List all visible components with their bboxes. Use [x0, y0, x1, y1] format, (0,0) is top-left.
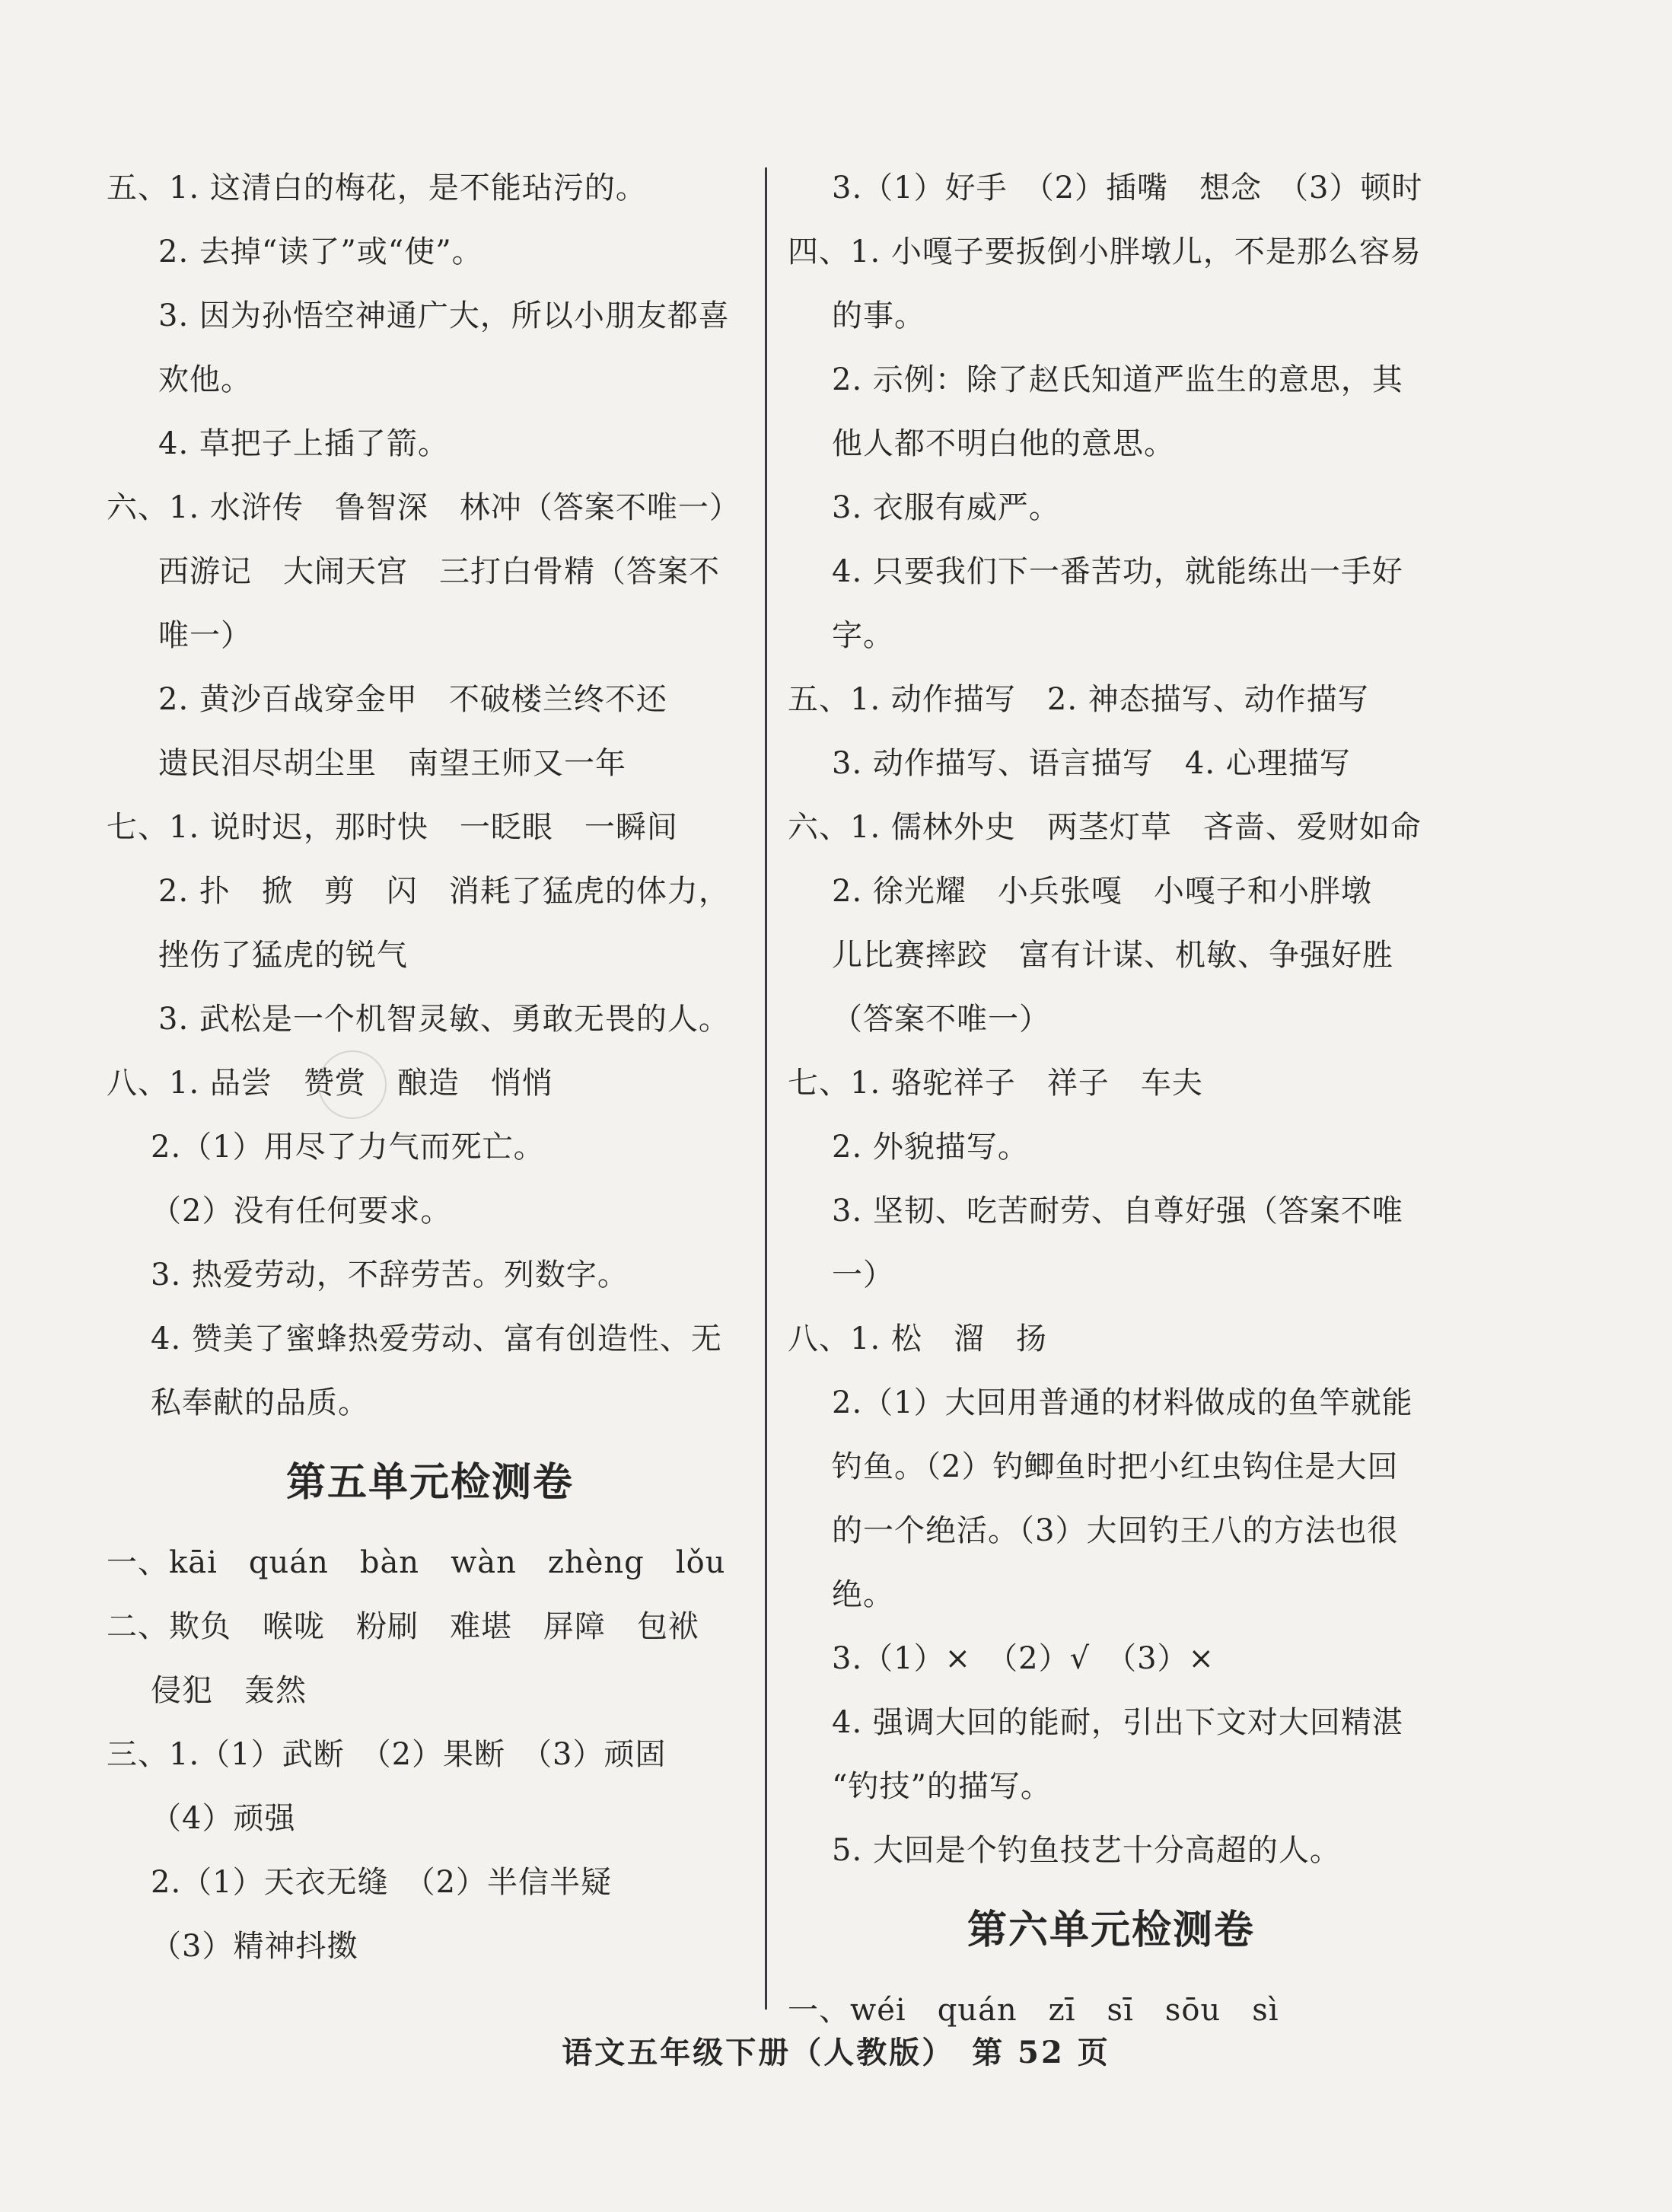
- answer-line: 2. 徐光耀 小兵张嘎 小嘎子和小胖墩: [832, 874, 1372, 909]
- answer-line: 他人都不明白他的意思。: [832, 426, 1175, 461]
- answer-line: 5. 大回是个钓鱼技艺十分高超的人。: [832, 1833, 1341, 1868]
- answer-line: 3. 衣服有威严。: [832, 490, 1060, 525]
- answer-line: 绝。: [832, 1577, 894, 1612]
- answer-line: 西游记 大闹天宫 三打白骨精（答案不: [158, 554, 720, 589]
- answer-line: 2.（1）用尽了力气而死亡。: [151, 1130, 545, 1165]
- answer-line: 3. 武松是一个机智灵敏、勇敢无畏的人。: [158, 1002, 730, 1037]
- answer-line: （2）没有任何要求。: [151, 1194, 452, 1229]
- answer-line: 挫伤了猛虎的锐气: [158, 938, 408, 973]
- answer-line: 字。: [832, 618, 894, 653]
- answer-line: 钓鱼。（2）钓鲫鱼时把小红虫钩住是大回: [832, 1449, 1399, 1484]
- answer-line: 私奉献的品质。: [151, 1385, 369, 1420]
- left-column: [107, 156, 753, 1978]
- answer-line: 唯一）: [158, 618, 252, 653]
- answer-line: 2.（1）大回用普通的材料做成的鱼竿就能: [832, 1385, 1413, 1420]
- right-column: [788, 156, 1435, 2042]
- answer-line: 4. 强调大回的能耐，引出下文对大回精湛: [832, 1705, 1403, 1740]
- answer-line: 遗民泪尽胡尘里 南望王师又一年: [158, 746, 626, 781]
- answer-line: 八、1. 松 溜 扬: [788, 1321, 1047, 1356]
- answer-line: 一、kāi quán bàn wàn zhèng lǒu: [107, 1545, 726, 1580]
- answer-line: 一、wéi quán zī sī sōu sì: [788, 1993, 1279, 2028]
- answer-line: 2. 外貌描写。: [832, 1130, 1029, 1165]
- section-heading: 第五单元检测卷: [285, 1460, 574, 1506]
- answer-line: 3.（1）× （2）√ （3）×: [832, 1641, 1215, 1676]
- answer-line: 侵犯 轰然: [151, 1673, 307, 1708]
- answer-line: 2. 去掉“读了”或“使”。: [158, 234, 483, 269]
- answer-line: 的一个绝活。（3）大回钓王八的方法也很: [832, 1513, 1399, 1548]
- answer-line: 3. 坚韧、吃苦耐劳、自尊好强（答案不唯: [832, 1194, 1403, 1229]
- page-footer: 语文五年级下册（人教版） 第 52 页: [562, 2035, 1110, 2070]
- answer-line: 三、1.（1）武断 （2）果断 （3）顽固: [107, 1737, 667, 1772]
- answer-line: 儿比赛摔跤 富有计谋、机敏、争强好胜: [832, 938, 1393, 973]
- answer-line: “钓技”的描写。: [832, 1769, 1052, 1804]
- answer-line: 2. 示例：除了赵氏知道严监生的意思，其: [832, 362, 1403, 397]
- answer-line: 五、1. 这清白的梅花，是不能玷污的。: [107, 171, 647, 206]
- answer-line: 3. 热爱劳动，不辞劳苦。列数字。: [151, 1257, 629, 1292]
- answer-line: 4. 只要我们下一番苦功，就能练出一手好: [832, 554, 1403, 589]
- answer-line: 3. 因为孙悟空神通广大，所以小朋友都喜: [158, 298, 730, 333]
- answer-line: 六、1. 水浒传 鲁智深 林冲（答案不唯一）: [107, 490, 740, 525]
- answer-line: 3.（1）好手 （2）插嘴 想念 （3）顿时: [832, 171, 1423, 206]
- answer-line: 4. 草把子上插了箭。: [158, 426, 449, 461]
- answer-line: 八、1. 品尝 赞赏 酿造 悄悄: [107, 1066, 553, 1101]
- answer-line: 2.（1）天衣无缝 （2）半信半疑: [151, 1865, 613, 1900]
- answer-line: 一）: [832, 1257, 894, 1292]
- answer-line: （4）顽强: [151, 1801, 296, 1836]
- answer-line: 2. 黄沙百战穿金甲 不破楼兰终不还: [158, 682, 667, 717]
- answer-line: 七、1. 说时迟，那时快 一眨眼 一瞬间: [107, 810, 678, 845]
- answer-line: 3. 动作描写、语言描写 4. 心理描写: [832, 746, 1351, 781]
- column-divider: [765, 167, 767, 2010]
- answer-line: 五、1. 动作描写 2. 神态描写、动作描写: [788, 682, 1369, 717]
- answer-line: 四、1. 小嘎子要扳倒小胖墩儿，不是那么容易: [788, 234, 1422, 269]
- answer-line: 六、1. 儒林外史 两茎灯草 吝啬、爱财如命: [788, 810, 1422, 845]
- answer-line: （3）精神抖擞: [151, 1929, 358, 1964]
- section-heading: 第六单元检测卷: [967, 1908, 1255, 1953]
- answer-line: （答案不唯一）: [832, 1002, 1050, 1037]
- answer-line: 二、欺负 喉咙 粉刷 难堪 屏障 包袱: [107, 1609, 699, 1644]
- answer-line: 2. 扑 掀 剪 闪 消耗了猛虎的体力，: [158, 874, 730, 909]
- answer-line: 4. 赞美了蜜蜂热爱劳动、富有创造性、无: [151, 1321, 722, 1356]
- answer-line: 欢他。: [158, 362, 252, 397]
- answer-line: 的事。: [832, 298, 925, 333]
- answer-line: 七、1. 骆驼祥子 祥子 车夫: [788, 1066, 1203, 1101]
